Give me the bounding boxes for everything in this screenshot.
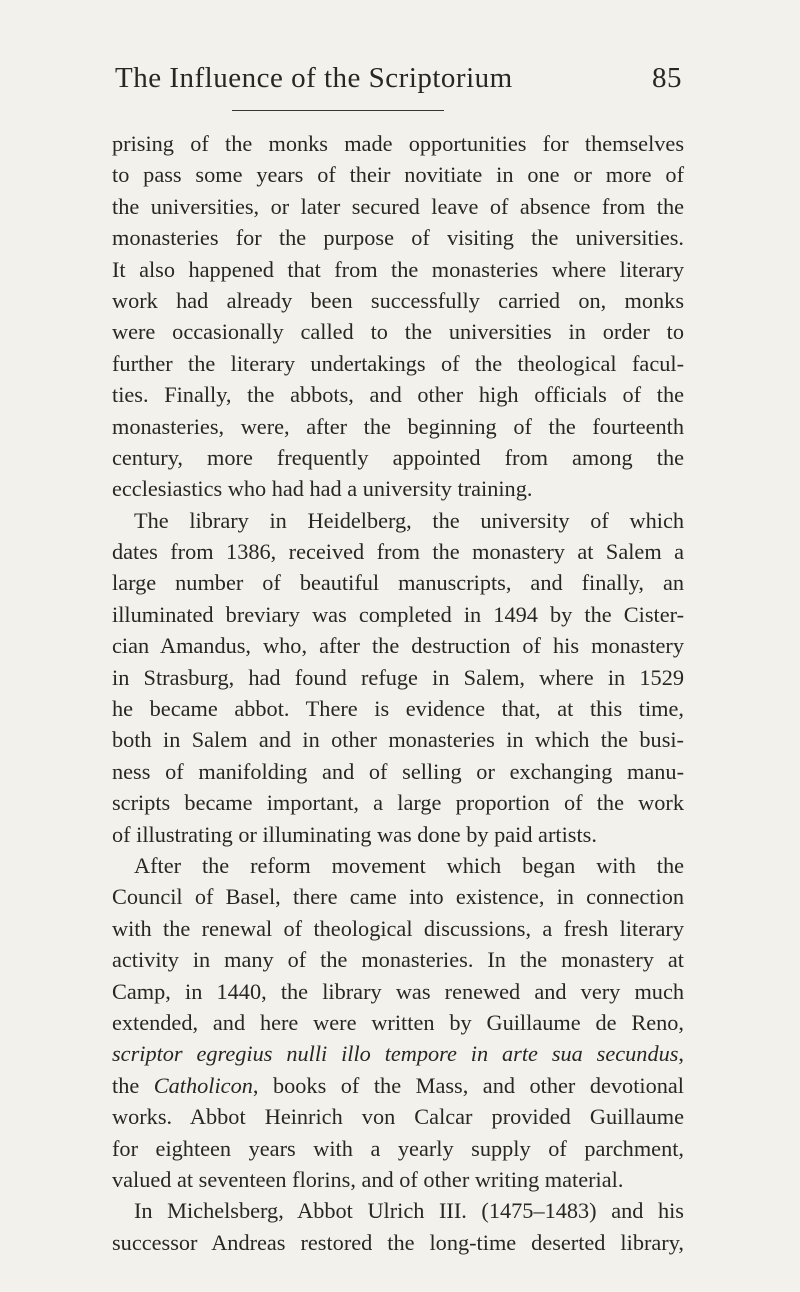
page-number: 85 [652,62,682,94]
italic-title-catholicon: Catholicon [153,1072,253,1098]
italic-latin-phrase: scriptor egregius nulli illo tempore in arte sua secundus [112,1041,679,1067]
text-line: in Strasburg, had found refuge in Salem, where in 1529 [112,664,684,690]
text-line: large number of beautiful manuscripts, and finally, an [112,570,684,596]
text-line: Council of Basel, there came into existence, in connection [112,884,684,910]
text-line: cian Amandus, who, after the destruction of his monastery [112,633,684,659]
text-line: with the renewal of theological discussions, a fresh literary [112,915,684,941]
text-line: extended, and here were written by Guillaume de Reno, [112,1009,684,1035]
text-line: monasteries, were, after the beginning of the fourteenth [112,413,684,439]
running-header [112,62,682,102]
paragraph-start-line: The library in Heidelberg, the university of which [134,507,684,533]
text-line: scripts became important, a large proportion of the work [112,790,684,816]
text-line: Camp, in 1440, the library was renewed and very much [112,978,684,1004]
text-line: activity in many of the monasteries. In the monastery at [112,947,684,973]
text-line: dates from 1386, received from the monastery at Salem a [112,539,684,565]
text-line: ecclesiastics who had had a university training. [112,476,533,502]
text-line-rest: , books of the Mass, and other devotional [252,1072,684,1098]
text-line: the Catholicon, books of the Mass, and other devotional [112,1072,684,1098]
text-line: ness of manifolding and of selling or exchanging manu- [112,758,684,784]
header-rule [232,110,444,111]
body-text [112,128,684,1258]
text-line: to pass some years of their novitiate in one or more of [112,162,684,188]
text-line: of illustrating or illuminating was done by paid artists. [112,821,597,847]
text-line: were occasionally called to the universities in order to [112,319,684,345]
text-line: work had already been successfully carried on, monks [112,287,684,313]
text-line: It also happened that from the monasteries where literary [112,256,684,282]
paragraph-start-line: After the reform movement which began with the [134,852,684,878]
text-line: further the literary undertakings of the theological facul- [112,350,684,376]
text-line: prising of the monks made opportunities for themselves [112,131,684,156]
text-line: he became abbot. There is evidence that, at this time, [112,696,684,722]
text-line: century, more frequently appointed from among the [112,444,684,470]
text-line: monasteries for the purpose of visiting the universities. [112,225,684,251]
text-line-italic: scriptor egregius nulli illo tempore in arte sua secundus, [112,1041,684,1067]
text-line: both in Salem and in other monasteries in which the busi- [112,727,684,753]
text-line: the universities, or later secured leave of absence from the [112,193,684,219]
running-title: The Influence of the Scriptorium [115,62,513,94]
text-line: ties. Finally, the abbots, and other high officials of the [112,382,684,408]
text-line: valued at seventeen florins, and of other writing material. [112,1166,624,1192]
text-line: illuminated breviary was completed in 1494 by the Cister- [112,601,684,627]
text-line: works. Abbot Heinrich von Calcar provided Guillaume [112,1104,684,1130]
text-line: for eighteen years with a yearly supply of parchment, [112,1135,684,1161]
text-line: successor Andreas restored the long-time deserted library, [112,1229,684,1255]
paragraph-start-line: In Michelsberg, Abbot Ulrich III. (1475–1483) and his [134,1198,684,1224]
